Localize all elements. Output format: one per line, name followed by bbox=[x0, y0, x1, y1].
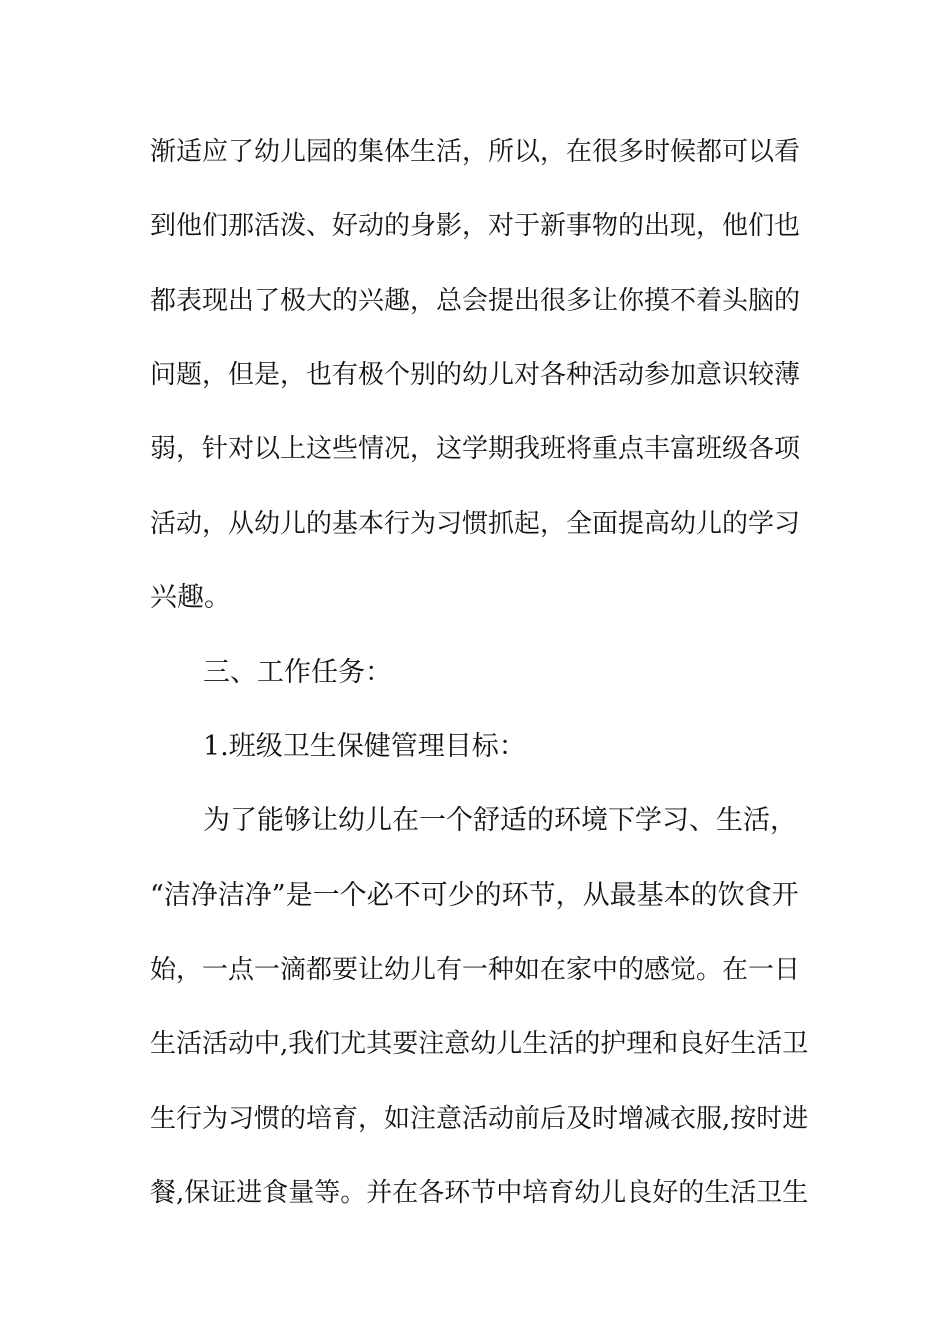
text-line: 弱，针对以上这些情况，这学期我班将重点丰富班级各项 bbox=[150, 434, 801, 464]
text-line: 渐适应了幼儿园的集体生活，所以，在很多时候都可以看 bbox=[150, 137, 801, 167]
text-line: “洁净洁净”是一个必不可少的环节，从最基本的饮食开 bbox=[150, 880, 799, 911]
text-line: 餐,保证进食量等。并在各环节中培育幼儿良好的生活卫生 bbox=[150, 1178, 809, 1208]
text-line: 为了能够让幼儿在一个舒适的环境下学习、生活， bbox=[203, 805, 797, 836]
text-line: 都表现出了极大的兴趣，总会提出很多让你摸不着头脑的 bbox=[150, 286, 801, 316]
text-line: 兴趣。 bbox=[150, 582, 231, 613]
text-line: 问题，但是，也有极个别的幼儿对各种活动参加意识较薄 bbox=[150, 360, 801, 390]
text-line: 生活活动中,我们尤其要注意幼儿生活的护理和良好生活卫 bbox=[150, 1029, 809, 1059]
section-heading: 三、工作任务： bbox=[203, 657, 392, 688]
text-line: 生行为习惯的培育，如注意活动前后及时增减衣服,按时进 bbox=[150, 1104, 809, 1134]
text-line: 到他们那活泼、好动的身影，对于新事物的出现，他们也 bbox=[150, 211, 801, 241]
text-line: 活动，从幼儿的基本行为习惯抓起，全面提高幼儿的学习 bbox=[150, 509, 801, 539]
text-line: 始，一点一滴都要让幼儿有一种如在家中的感觉。在一日 bbox=[150, 955, 801, 985]
subsection-heading: 1.班级卫生保健管理目标： bbox=[203, 731, 526, 762]
